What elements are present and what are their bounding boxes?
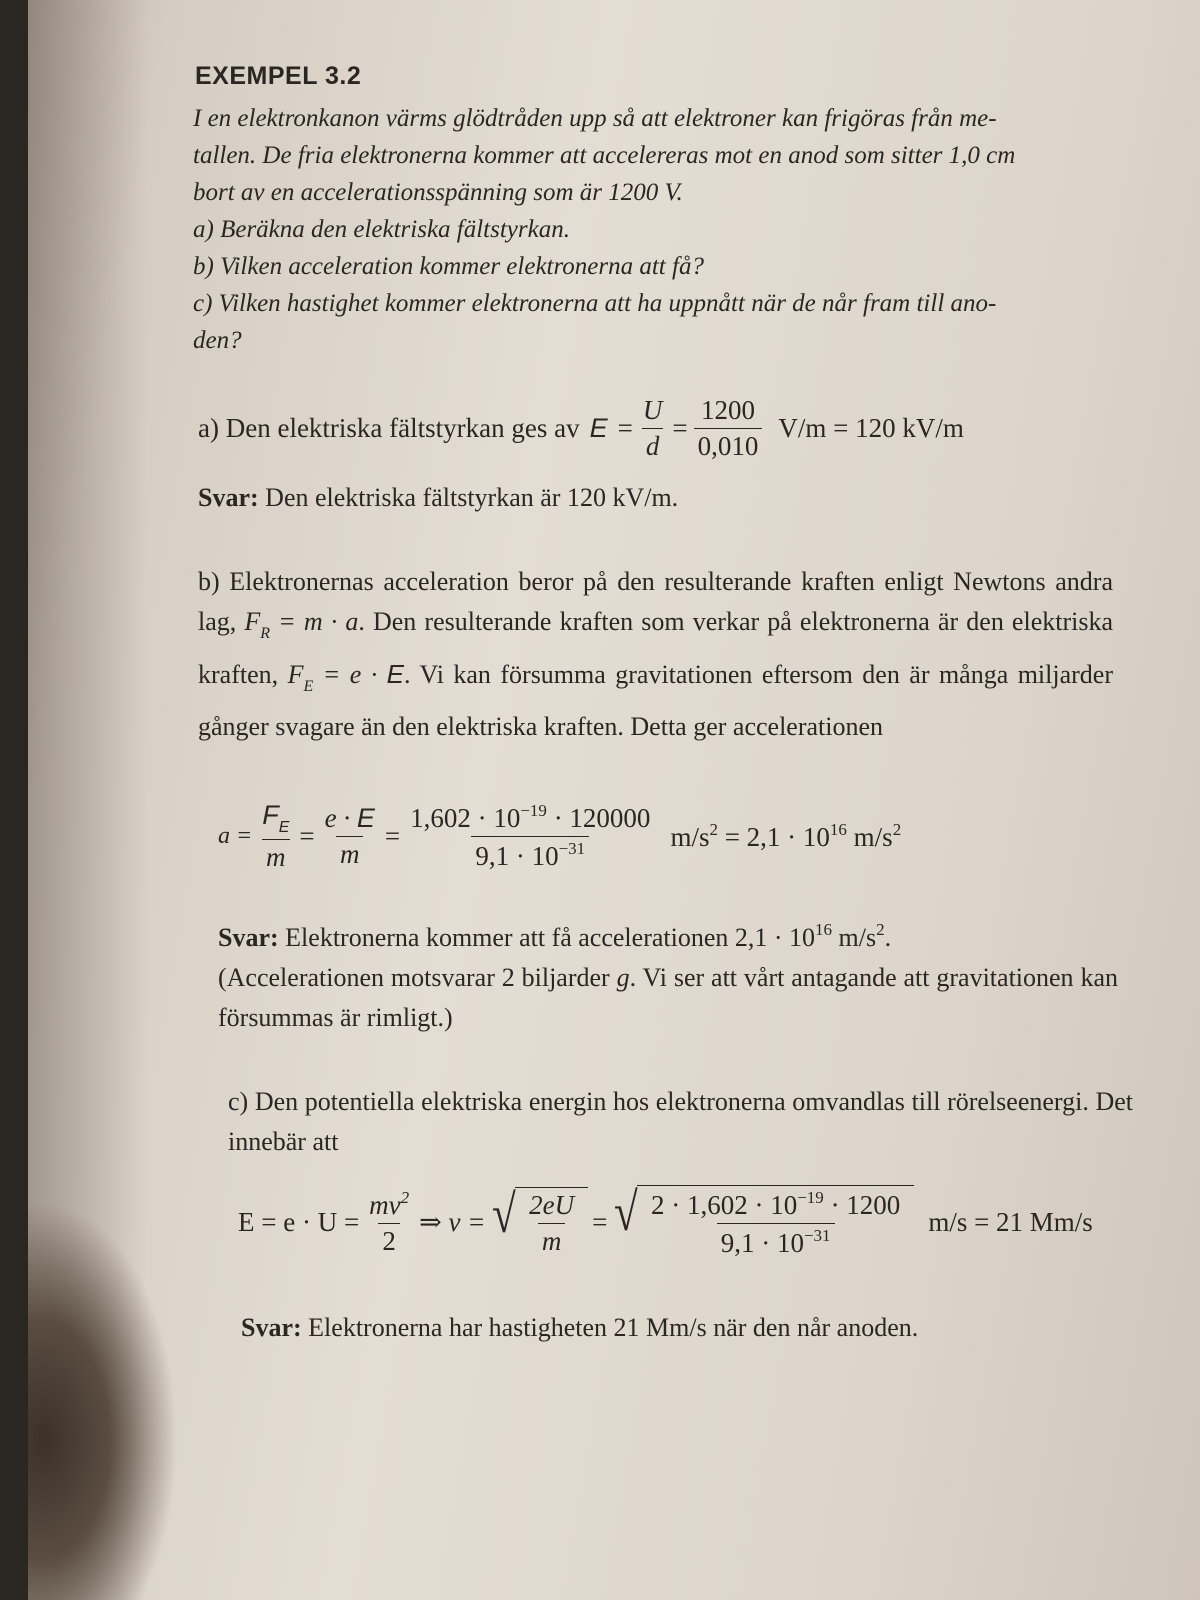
sqrt-numeric <box>611 1182 914 1259</box>
fraction-FE-over-m <box>258 800 293 873</box>
fraction-kinetic-energy <box>365 1188 413 1257</box>
denominator-electron-mass: $9,1 \cdot 10^{-31}$ <box>471 836 589 872</box>
part-a-text: a) Den elektriska fältstyrkan ges av <box>198 413 580 443</box>
velocity-formula <box>238 1182 1093 1259</box>
answer-label: Svar: <box>198 483 259 512</box>
fraction-1200-over-0010 <box>694 395 763 462</box>
numerator-mv2: $mv^2$ <box>369 1187 410 1220</box>
part-b-p3: . Vi kan försumma gravitationen eftersom den är många miljarder gånger svagare än den elektriska kraften. Detta ger accelerationen <box>198 660 1113 741</box>
numerator-U: U <box>642 395 663 425</box>
part-a-formula <box>198 395 964 462</box>
denominator-d: d <box>642 428 664 462</box>
sqrt-sign-icon: √ <box>614 1182 639 1242</box>
sqrt-sign-icon: √ <box>492 1184 517 1244</box>
pet-fur-corner <box>28 1200 178 1600</box>
answer-c <box>241 1308 918 1348</box>
numerator-1200: 1200 <box>700 395 755 425</box>
implies-v: ⇒ v = <box>419 1206 486 1237</box>
book-page <box>28 0 1200 1600</box>
answer-a <box>198 478 678 518</box>
answer-label: Svar: <box>218 923 279 952</box>
numerator-FE: $F_E$ <box>262 800 290 836</box>
equals-sign: = <box>617 413 633 443</box>
question-a: a) Beräkna den elektriska fältstyrkan. <box>193 216 570 243</box>
a-equals: a = <box>218 823 253 849</box>
part-c-text <box>228 1082 1133 1162</box>
intro-line-3: bort av en accelerationsspänning som är 1200 V. <box>193 179 683 206</box>
force-FE: $F_E = e$ · <box>287 660 387 695</box>
part-b-text <box>198 562 1113 747</box>
numerator-eE: e · E <box>324 803 375 833</box>
sqrt-2eU-over-m <box>489 1184 588 1257</box>
velocity-result: m/s = 21 Mm/s <box>928 1206 1093 1237</box>
fraction-numeric-velocity: $\frac{2 \cdot 1,602 \cdot 10^{-19} \cdot 1200}{9,1 \cdot 10^{-31}}$ <box>650 1188 901 1258</box>
field-E-symbol: E <box>386 659 404 689</box>
fraction-U-over-d <box>639 395 667 462</box>
example-title: EXEMPEL 3.2 <box>195 62 362 90</box>
fraction-numeric <box>406 801 654 872</box>
denominator-2: 2 <box>378 1223 400 1257</box>
intro-line-2: tallen. De fria elektronerna kommer att accelereras mot en anod som sitter 1,0 cm <box>193 142 1016 169</box>
fraction-2eU-over-m: $\frac{2eU}{m}$ <box>529 1190 575 1256</box>
question-c: c) Vilken hastighet kommer elektronerna att ha uppnått när de når fram till ano- <box>193 290 997 317</box>
answer-b-comment: (Accelerationen motsvarar 2 biljarder <box>218 963 617 992</box>
energy-equality: E = e · U = <box>238 1206 360 1237</box>
question-b: b) Vilken acceleration kommer elektronerna att få? <box>193 253 704 280</box>
denominator-m: m <box>262 839 290 873</box>
part-b-p2: . Den resulterande kraften som verkar på elektronerna är den elektriska kraften, <box>198 607 1114 689</box>
part-c-paragraph: c) Den potentiella elektriska energin hos elektronerna omvandlas till rörelseenergi. Det innebär att <box>228 1087 1133 1156</box>
answer-b: Svar: Elektronerna kommer att få accelerationen $2,1 \cdot 10^{16}$ $m/s^2$. (Accelerationen motsvarar 2 biljarder g. Vi ser att vårt antagande att gravitationen kan försummas är rimligt.) <box>218 920 1118 1032</box>
equals-sign: = <box>299 821 315 851</box>
intro-line-1: I en elektronkanon värms glödtråden upp så att elektroner kan frigöras från me- <box>193 105 997 132</box>
field-E-symbol: E <box>589 413 608 443</box>
acceleration-result: $m/s^2 = 2,1 \cdot 10^{16}$ $m/s^2$ <box>670 820 902 852</box>
denominator-0010: 0,010 <box>694 428 763 462</box>
force-FR: $F_R = m \cdot a$ <box>244 607 359 642</box>
equals-sign: = <box>592 1206 608 1237</box>
field-result: V/m = 120 kV/m <box>778 413 964 443</box>
answer-a-text: Den elektriska fältstyrkan är 120 kV/m. <box>258 483 679 512</box>
equals-sign: = <box>384 821 401 851</box>
answer-b-text: Elektronerna kommer att få accelerationen 2,1 · 10 <box>278 923 816 952</box>
denominator-m: m <box>336 836 364 870</box>
answer-c-text: Elektronerna har hastigheten 21 Mm/s när den når anoden. <box>301 1313 919 1342</box>
numerator-numeric: $1,602 \cdot 10^{-19} \cdot 120000$ <box>410 801 651 833</box>
problem-statement <box>193 100 1113 359</box>
equals-sign: = <box>672 413 688 443</box>
part-b-p1: b) Elektronernas acceleration beror på den resulterande kraften enligt Newtons andra lag, <box>198 567 1113 636</box>
fraction-eE-over-m <box>321 803 379 870</box>
question-c-cont: den? <box>193 327 242 354</box>
acceleration-formula <box>218 800 901 873</box>
answer-label: Svar: <box>241 1313 302 1342</box>
